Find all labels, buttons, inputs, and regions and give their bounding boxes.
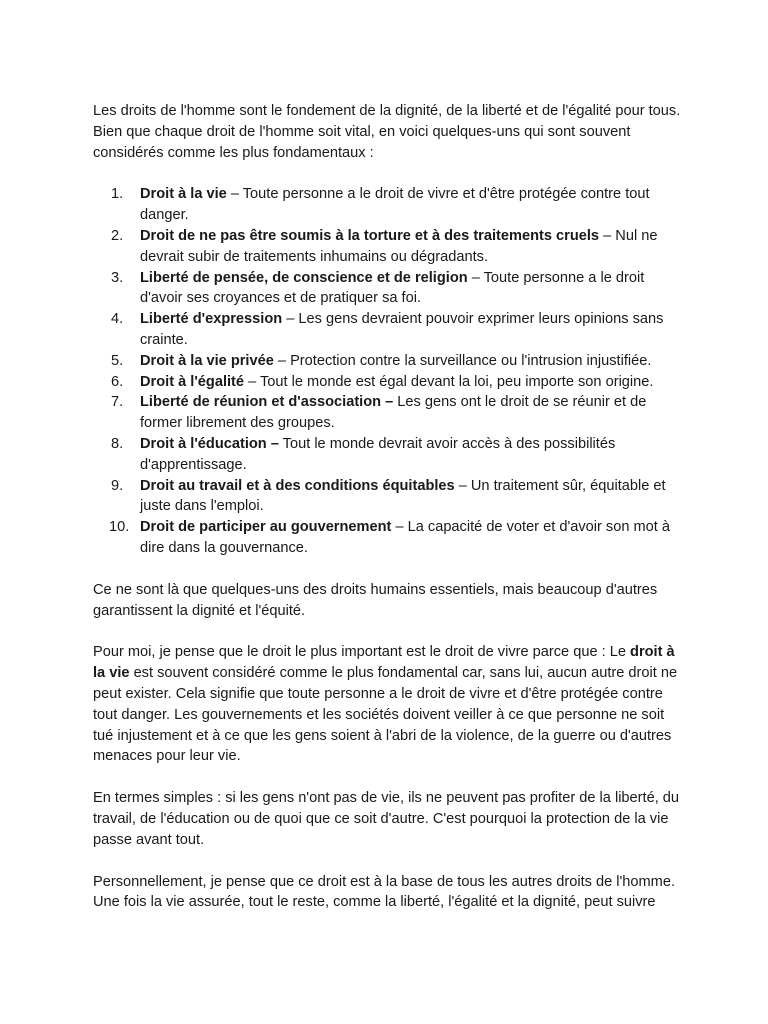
rights-list <box>93 184 683 558</box>
list-item <box>93 372 683 393</box>
list-number: 2. <box>111 227 124 244</box>
right-title: Droit à la vie <box>140 186 227 203</box>
intro-paragraph: Les droits de l'homme sont le fondement de la dignité, de la liberté et de l'égalité pour tous. Bien que chaque droit de l'homme soit vital, en voici quelques-uns qui sont souvent considérés comme les plus fondamentaux : <box>93 103 681 161</box>
right-description: Tout le monde devrait avoir accès à des possibilités d'apprentissage. <box>140 435 616 473</box>
right-description: – Toute personne a le droit d'avoir ses croyances et de pratiquer sa foi. <box>140 269 645 307</box>
list-number: 7. <box>111 394 124 411</box>
list-item <box>93 309 683 351</box>
opinion-paragraph <box>93 642 683 767</box>
right-title: Droit à l'éducation – <box>140 435 279 452</box>
document-page <box>93 101 683 913</box>
right-description: – Nul ne devrait subir de traitements inhumains ou dégradants. <box>140 227 658 265</box>
right-description: – Tout le monde est égal devant la loi, peu importe son origine. <box>244 373 654 390</box>
list-number: 4. <box>111 311 124 328</box>
right-description: Les gens ont le droit de se réunir et de former librement des groupes. <box>140 394 647 432</box>
list-number: 6. <box>111 373 124 390</box>
list-item <box>93 184 683 226</box>
right-description: – La capacité de voter et d'avoir son mot à dire dans la gouvernance. <box>140 519 670 556</box>
list-number: 1. <box>111 186 124 203</box>
right-description: – Toute personne a le droit de vivre et d'être protégée contre tout danger. <box>140 186 650 224</box>
right-title: Liberté de pensée, de conscience et de religion <box>140 269 468 286</box>
personal-paragraph: Personnellement, je pense que ce droit est à la base de tous les autres droits de l'homme. Une fois la vie assurée, tout le reste, comme la liberté, l'égalité et la dignité, peut suivre <box>93 873 676 911</box>
right-title: Droit à l'égalité <box>140 373 245 390</box>
list-item <box>93 476 683 518</box>
right-title: Liberté d'expression <box>140 311 283 328</box>
list-number: 8. <box>111 435 124 452</box>
list-item <box>93 226 683 268</box>
right-description: – Protection contre la surveillance ou l'intrusion injustifiée. <box>273 352 652 369</box>
right-description: – Un traitement sûr, équitable et juste dans l'emploi. <box>140 477 666 515</box>
opinion-text-start: Pour moi, je pense que le droit le plus important est le droit de vivre parce que : Le <box>93 644 631 661</box>
list-number: 9. <box>111 477 124 494</box>
opinion-emphasis: droit à la vie <box>93 644 675 682</box>
list-number: 5. <box>111 352 124 369</box>
right-title: Droit à la vie privée <box>140 352 274 369</box>
list-item <box>93 268 683 310</box>
simple-terms-paragraph: En termes simples : si les gens n'ont pas de vie, ils ne peuvent pas profiter de la liberté, du travail, de l'éducation ou de quoi que ce soit d'autre. C'est pourquoi la protection de la vie passe avant tout. <box>93 790 680 848</box>
right-title: Droit au travail et à des conditions équitables <box>140 477 455 494</box>
opinion-text-end: est souvent considéré comme le plus fondamental car, sans lui, aucun autre droit ne peut exister. Cela signifie que toute personne a le droit de vivre et d'être protégée contre tout danger. Les gouvernements et les sociétés doivent veiller à ce que personne ne soit tué injustement et à ce que les gens soient à l'abri de la violence, de la guerre ou d'autres menaces pour leur vie. <box>93 665 678 765</box>
list-item <box>93 351 683 372</box>
list-item <box>93 392 683 434</box>
list-item <box>93 434 683 476</box>
summary-paragraph: Ce ne sont là que quelques-uns des droits humains essentiels, mais beaucoup d'autres garantissent la dignité et l'équité. <box>93 581 658 619</box>
right-title: Liberté de réunion et d'association – <box>140 394 394 411</box>
right-title: Droit de participer au gouvernement <box>140 519 392 536</box>
right-description: – Les gens devraient pouvoir exprimer leurs opinions sans crainte. <box>140 311 664 348</box>
right-title: Droit de ne pas être soumis à la torture et à des traitements cruels <box>140 227 600 244</box>
list-number: 10. <box>109 519 130 536</box>
list-number: 3. <box>111 269 124 286</box>
list-item <box>93 517 683 559</box>
